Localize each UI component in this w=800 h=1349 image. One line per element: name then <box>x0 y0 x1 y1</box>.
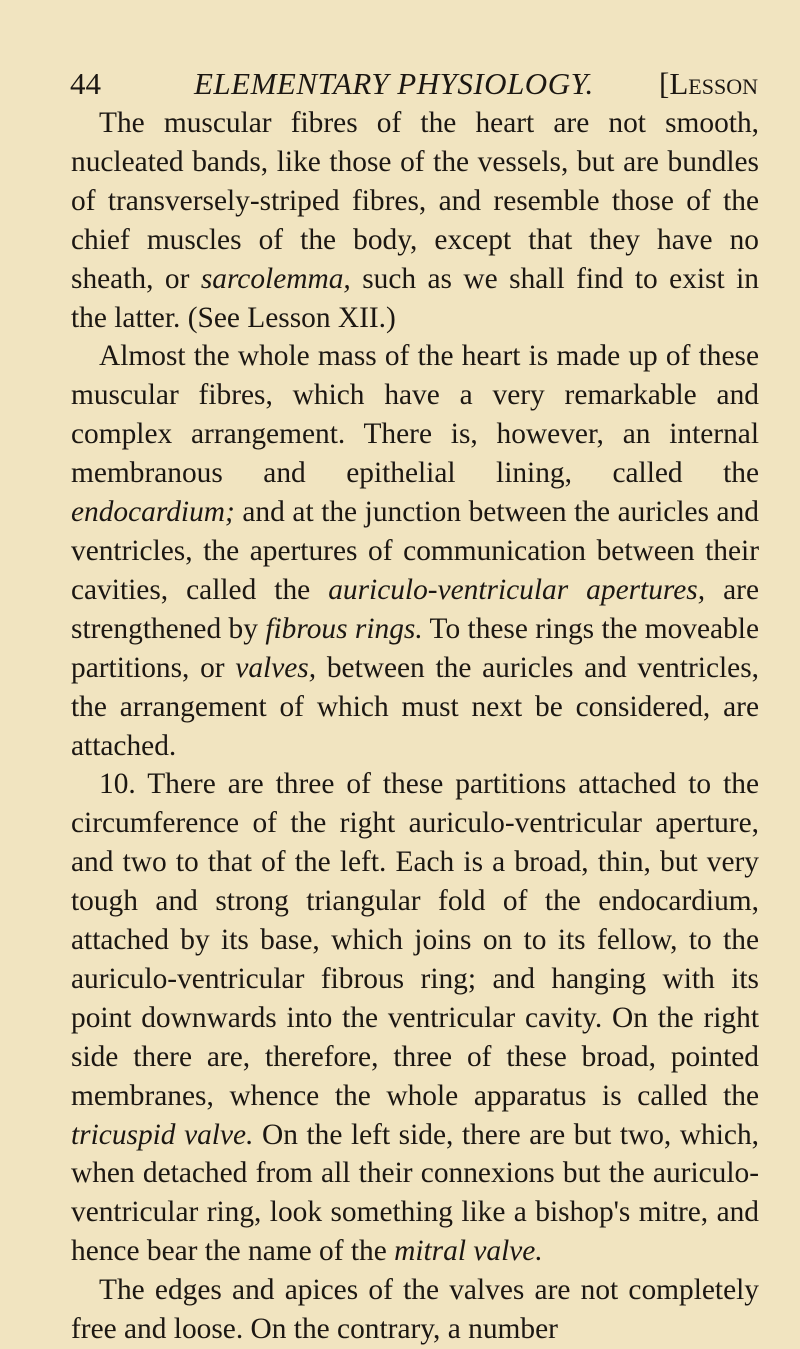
paragraph-valves: 10. There are three of these partitions attached to the circumference of the right auriculo-ventricular aperture, and two to that of the left. Each is a broad, thin, but very tough and strong triangular fold of the endocardium, attached by its base, which joins on to its fellow, to the auriculo-ventricular fibrous ring; and hanging with its point downwards into the ventricular cavity. On the right side there are, therefore, three of these broad, pointed membranes, whence the whole apparatus is called the tricuspid valve. On the left side, there are but two, which, when detached from all their connexions but the auriculo-ventricular ring, look something like a bishop's mitre, and hence bear the name of the mitral valve. <box>71 768 759 1268</box>
term-auriculo-ventricular-apertures: auriculo-ventricular apertures, <box>328 573 706 606</box>
term-tricuspid-valve: tricuspid valve. <box>71 1118 254 1151</box>
term-valves: valves, <box>235 651 317 684</box>
paragraph-muscular-fibres: The muscular fibres of the heart are not smooth, nucleated bands, like those of the vessels, but are bundles of transversely-striped fibres, and resemble those of the chief muscles of the body, except that they have no sheath, or sarcolemma, such as we shall find to exist in the latter. (See Lesson XII.) <box>71 107 759 334</box>
running-head <box>70 64 758 104</box>
book-title: ELEMENTARY PHYSIOLOGY. <box>194 66 594 101</box>
page-number: 44 <box>70 66 101 101</box>
term-mitral-valve: mitral valve. <box>394 1235 543 1268</box>
body-text <box>71 104 759 1349</box>
term-fibrous-rings: fibrous rings. <box>265 612 423 645</box>
paragraph-endocardium: Almost the whole mass of the heart is made up of these muscular fibres, which have a very remarkable and complex arrangement. There is, however, an internal membranous and epithelial lining, called the endocardium; and at the junction between the auricles and ventricles, the apertures of communication between their cavities, called the auriculo-ventricular apertures, are strengthened by fibrous rings. To these rings the moveable partitions, or valves, between the auricles and ventricles, the arrangement of which must next be considered, are attached. <box>71 340 759 762</box>
section-label: [Lesson <box>659 66 758 101</box>
term-sarcolemma: sarcolemma, <box>200 262 351 295</box>
paragraph-valve-edges: The edges and apices of the valves are not completely free and loose. On the contrary, a number <box>71 1274 759 1346</box>
term-endocardium: endocardium; <box>71 496 235 529</box>
